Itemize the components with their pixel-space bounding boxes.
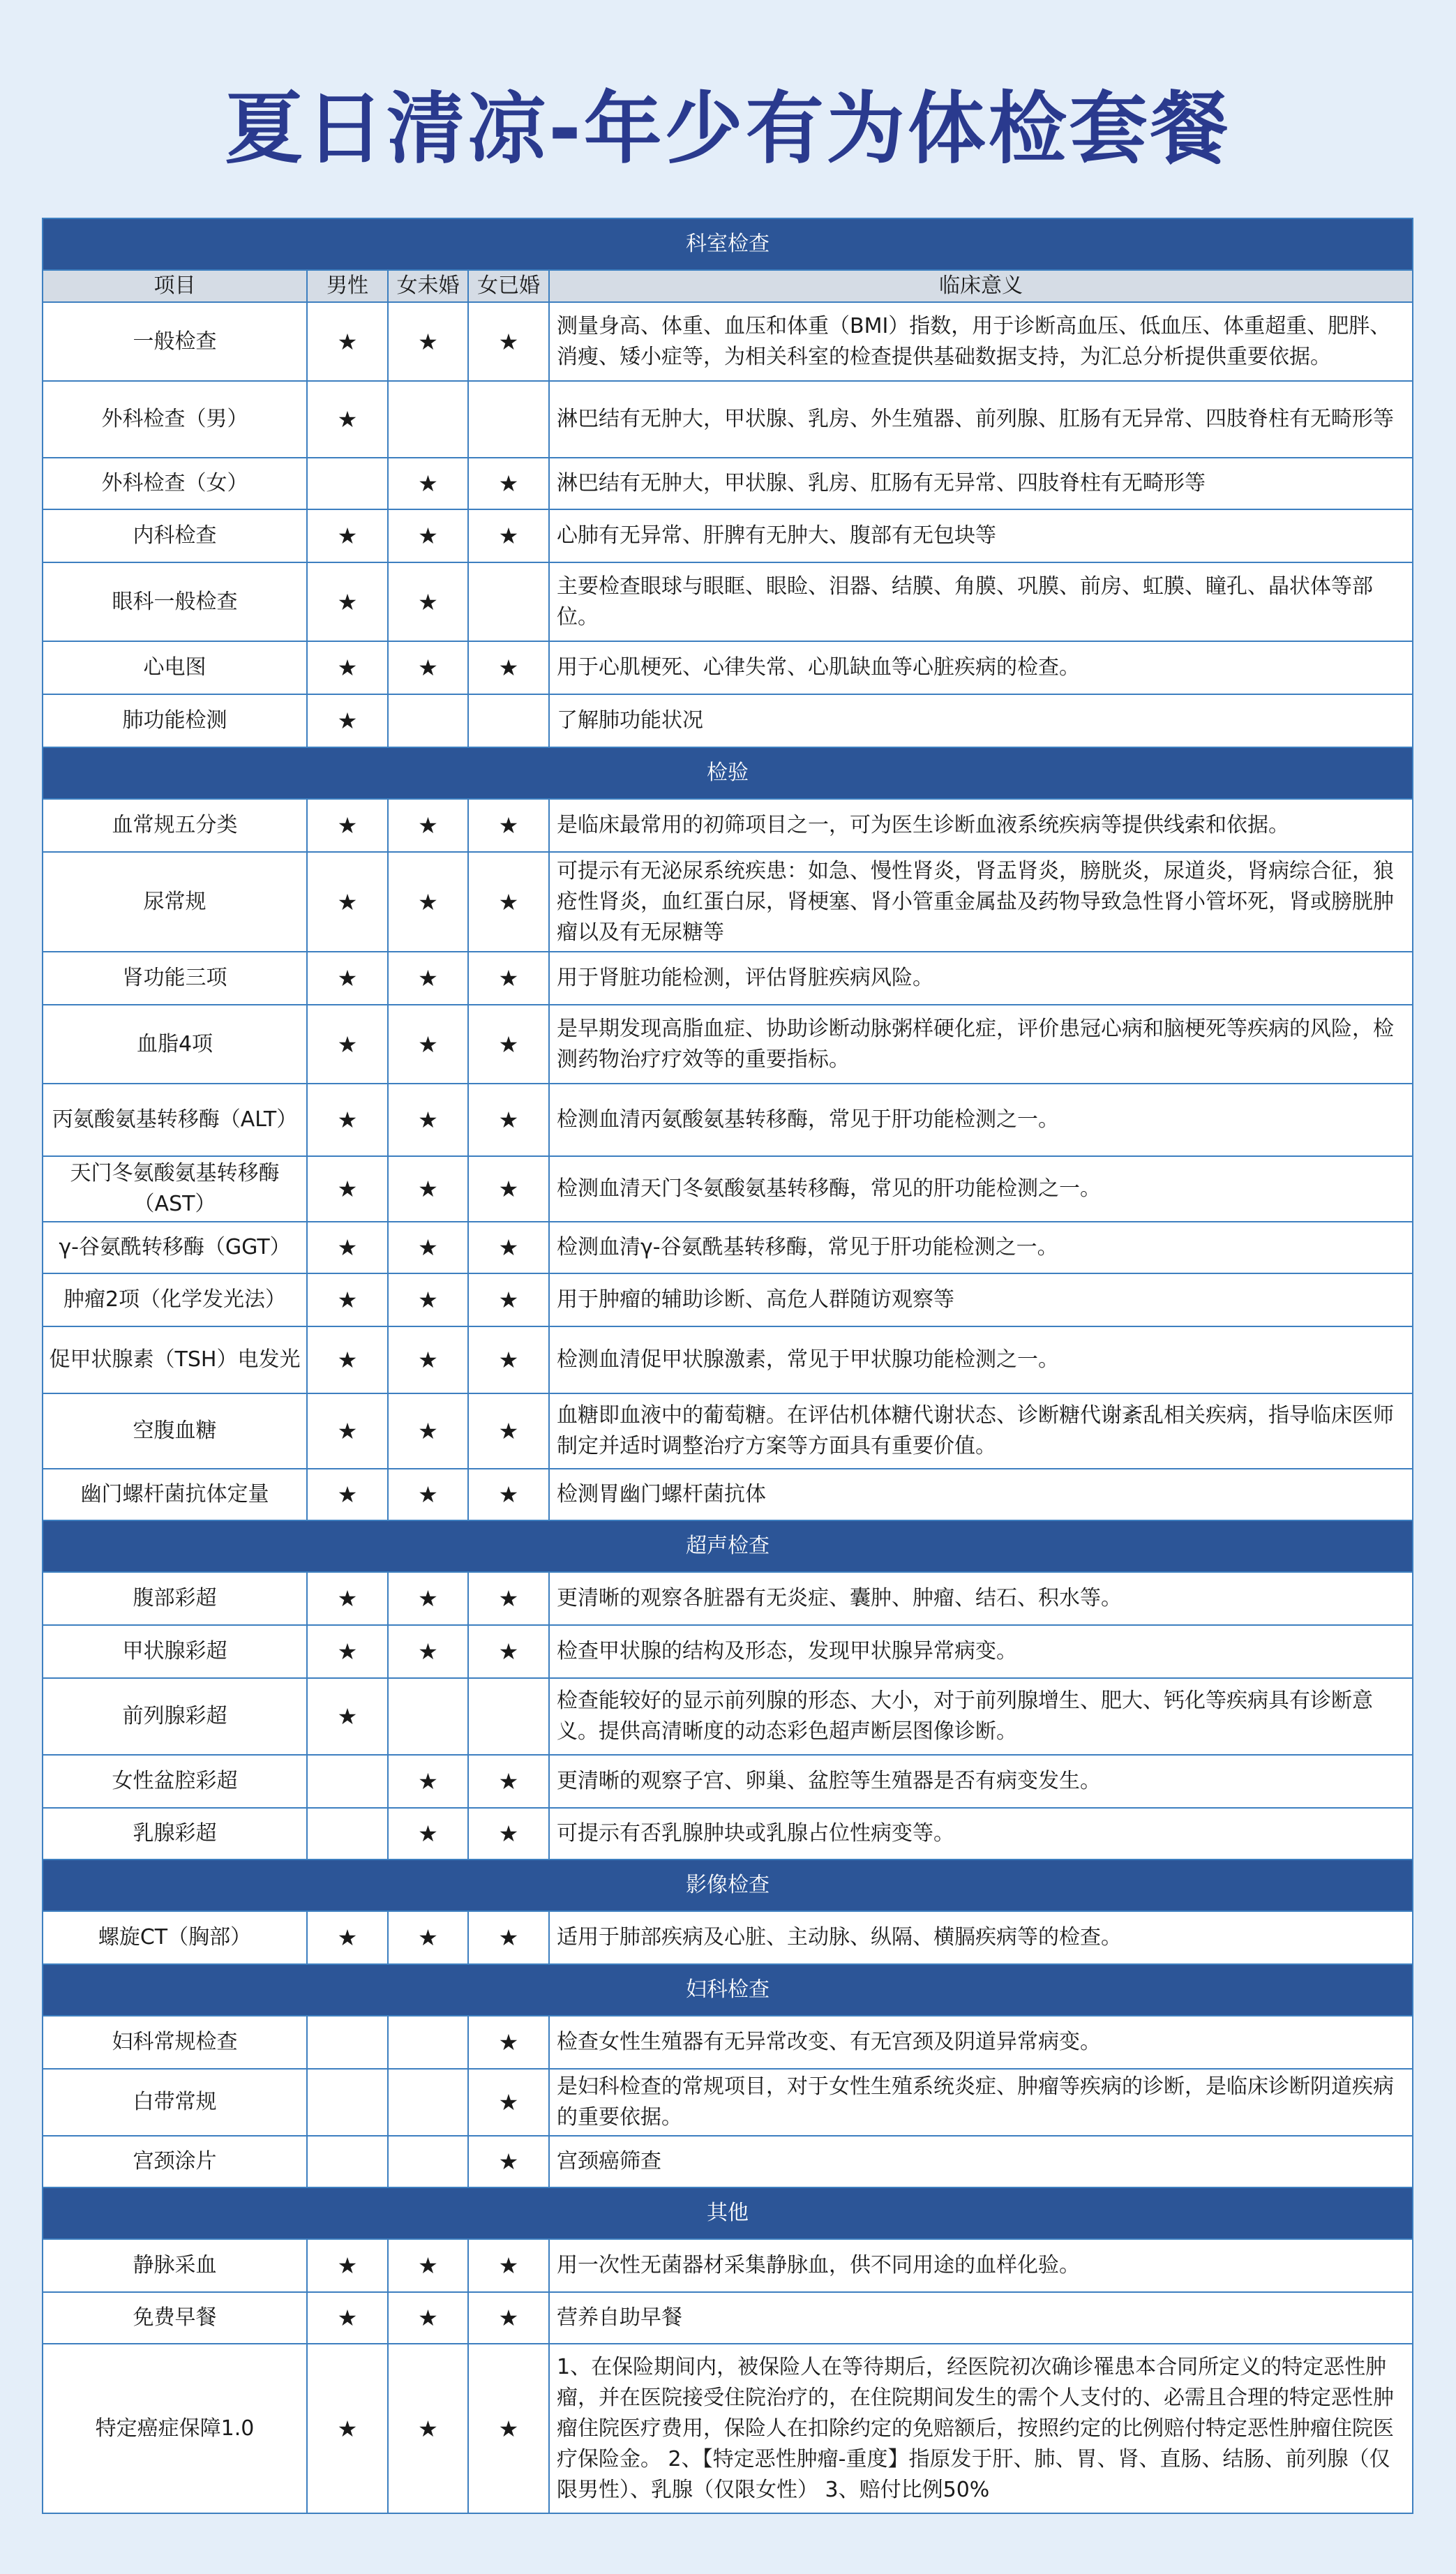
female-married-mark: ★ xyxy=(468,1273,549,1326)
item-name: 眼科一般检查 xyxy=(43,562,307,641)
table-row xyxy=(43,799,1413,852)
male-mark: ★ xyxy=(307,302,388,381)
male-mark: ★ xyxy=(307,1005,388,1084)
female-unmarried-mark: ★ xyxy=(388,562,468,641)
item-name: 内科检查 xyxy=(43,509,307,562)
male-mark: ★ xyxy=(307,1572,388,1625)
checkup-package-table xyxy=(42,218,1413,2514)
clinical-meaning: 是早期发现高脂血症、协助诊断动脉粥样硬化症，评价患冠心病和脑梗死等疾病的风险，检测药物治疗疗效等的重要指标。 xyxy=(549,1005,1413,1084)
female-unmarried-mark: ★ xyxy=(388,1273,468,1326)
table-row xyxy=(43,2344,1413,2513)
female-unmarried-mark: ★ xyxy=(388,302,468,381)
female-married-mark: ★ xyxy=(468,1572,549,1625)
male-mark: ★ xyxy=(307,2239,388,2292)
item-name: 肺功能检测 xyxy=(43,694,307,747)
table-row xyxy=(43,641,1413,694)
item-name: 乳腺彩超 xyxy=(43,1808,307,1860)
female-married-mark: ★ xyxy=(468,2292,549,2344)
clinical-meaning: 心肺有无异常、肝脾有无肿大、腹部有无包块等 xyxy=(549,509,1413,562)
male-mark: ★ xyxy=(307,1084,388,1156)
section-title: 其他 xyxy=(43,2187,1413,2239)
clinical-meaning: 主要检查眼球与眼眶、眼睑、泪器、结膜、角膜、巩膜、前房、虹膜、瞳孔、晶状体等部位。 xyxy=(549,562,1413,641)
female-unmarried-mark: ★ xyxy=(388,1572,468,1625)
section-title: 妇科检查 xyxy=(43,1964,1413,2016)
item-name: 促甲状腺素（TSH）电发光 xyxy=(43,1326,307,1393)
table-row xyxy=(43,302,1413,381)
item-name: 血常规五分类 xyxy=(43,799,307,852)
table-row xyxy=(43,509,1413,562)
female-unmarried-mark: ★ xyxy=(388,1326,468,1393)
female-married-mark: ★ xyxy=(468,458,549,509)
female-married-mark xyxy=(468,381,549,458)
female-unmarried-mark: ★ xyxy=(388,1911,468,1964)
clinical-meaning: 营养自助早餐 xyxy=(549,2292,1413,2344)
clinical-meaning: 检查甲状腺的结构及形态，发现甲状腺异常病变。 xyxy=(549,1625,1413,1678)
clinical-meaning: 检测血清天门冬氨酸氨基转移酶，常见的肝功能检测之一。 xyxy=(549,1156,1413,1222)
male-mark: ★ xyxy=(307,562,388,641)
clinical-meaning: 1、在保险期间内，被保险人在等待期后，经医院初次确诊罹患本合同所定义的特定恶性肿瘤，并在医院接受住院治疗的，在住院期间发生的需个人支付的、必需且合理的特定恶性肿瘤住院医疗费用，保险人在扣除约定的免赔额后，按照约定的比例赔付特定恶性肿瘤住院医疗保险金。 2、【特定恶性肿瘤-重度】指原发于肝、肺、胃、肾、直肠、结肠、前列腺（仅限男性）、乳腺（仅限女性） 3、赔付比例50% xyxy=(549,2344,1413,2513)
female-married-mark: ★ xyxy=(468,1005,549,1084)
clinical-meaning: 检测胃幽门螺杆菌抗体 xyxy=(549,1469,1413,1520)
table-row xyxy=(43,458,1413,509)
male-mark: ★ xyxy=(307,509,388,562)
female-married-mark: ★ xyxy=(468,2239,549,2292)
female-married-mark xyxy=(468,694,549,747)
item-name: 女性盆腔彩超 xyxy=(43,1755,307,1808)
female-unmarried-mark: ★ xyxy=(388,1393,468,1469)
section-header xyxy=(43,218,1413,270)
table-row xyxy=(43,1678,1413,1755)
item-name: 宫颈涂片 xyxy=(43,2136,307,2187)
table-row xyxy=(43,1808,1413,1860)
table-row xyxy=(43,2069,1413,2136)
section-header xyxy=(43,1964,1413,2016)
item-name: 静脉采血 xyxy=(43,2239,307,2292)
female-unmarried-mark: ★ xyxy=(388,458,468,509)
clinical-meaning: 用于心肌梗死、心律失常、心肌缺血等心脏疾病的检查。 xyxy=(549,641,1413,694)
male-mark: ★ xyxy=(307,1625,388,1678)
male-mark xyxy=(307,1755,388,1808)
female-married-mark: ★ xyxy=(468,1755,549,1808)
male-mark: ★ xyxy=(307,1393,388,1469)
section-title: 检验 xyxy=(43,747,1413,799)
table-row xyxy=(43,1755,1413,1808)
clinical-meaning: 用于肾脏功能检测，评估肾脏疾病风险。 xyxy=(549,952,1413,1005)
table-row xyxy=(43,2239,1413,2292)
table-row xyxy=(43,2292,1413,2344)
item-name: γ-谷氨酰转移酶（GGT） xyxy=(43,1222,307,1273)
clinical-meaning: 宫颈癌筛查 xyxy=(549,2136,1413,2187)
clinical-meaning: 检查能较好的显示前列腺的形态、大小，对于前列腺增生、肥大、钙化等疾病具有诊断意义。提供高清晰度的动态彩色超声断层图像诊断。 xyxy=(549,1678,1413,1755)
male-mark: ★ xyxy=(307,2292,388,2344)
male-mark xyxy=(307,2136,388,2187)
male-mark: ★ xyxy=(307,641,388,694)
male-mark: ★ xyxy=(307,799,388,852)
male-mark xyxy=(307,2016,388,2069)
section-header xyxy=(43,2187,1413,2239)
page-title: 夏日清凉-年少有为体检套餐 xyxy=(225,84,1231,174)
female-unmarried-mark xyxy=(388,1678,468,1755)
clinical-meaning: 用于肿瘤的辅助诊断、高危人群随访观察等 xyxy=(549,1273,1413,1326)
table-row xyxy=(43,562,1413,641)
male-mark: ★ xyxy=(307,1469,388,1520)
female-unmarried-mark xyxy=(388,381,468,458)
clinical-meaning: 可提示有否乳腺肿块或乳腺占位性病变等。 xyxy=(549,1808,1413,1860)
item-name: 外科检查（男） xyxy=(43,381,307,458)
female-married-mark: ★ xyxy=(468,641,549,694)
male-mark xyxy=(307,2069,388,2136)
item-name: 外科检查（女） xyxy=(43,458,307,509)
male-mark: ★ xyxy=(307,2344,388,2513)
table-row xyxy=(43,1911,1413,1964)
male-mark: ★ xyxy=(307,1326,388,1393)
male-mark: ★ xyxy=(307,694,388,747)
male-mark: ★ xyxy=(307,852,388,952)
section-header xyxy=(43,1520,1413,1572)
column-header-meaning: 临床意义 xyxy=(549,270,1413,302)
female-unmarried-mark: ★ xyxy=(388,1755,468,1808)
table-row xyxy=(43,1084,1413,1156)
female-unmarried-mark: ★ xyxy=(388,799,468,852)
female-married-mark xyxy=(468,1678,549,1755)
column-header-female-married: 女已婚 xyxy=(468,270,549,302)
female-married-mark: ★ xyxy=(468,1393,549,1469)
clinical-meaning: 检测血清促甲状腺激素，常见于甲状腺功能检测之一。 xyxy=(549,1326,1413,1393)
item-name: 甲状腺彩超 xyxy=(43,1625,307,1678)
clinical-meaning: 检测血清丙氨酸氨基转移酶，常见于肝功能检测之一。 xyxy=(549,1084,1413,1156)
table-row xyxy=(43,952,1413,1005)
clinical-meaning: 是妇科检查的常规项目，对于女性生殖系统炎症、肿瘤等疾病的诊断，是临床诊断阴道疾病的重要依据。 xyxy=(549,2069,1413,2136)
table-row xyxy=(43,2136,1413,2187)
table-row xyxy=(43,1469,1413,1520)
male-mark: ★ xyxy=(307,381,388,458)
table-row xyxy=(43,1222,1413,1273)
item-name: 幽门螺杆菌抗体定量 xyxy=(43,1469,307,1520)
item-name: 腹部彩超 xyxy=(43,1572,307,1625)
clinical-meaning: 更清晰的观察子宫、卵巢、盆腔等生殖器是否有病变发生。 xyxy=(549,1755,1413,1808)
clinical-meaning: 适用于肺部疾病及心脏、主动脉、纵隔、横膈疾病等的检查。 xyxy=(549,1911,1413,1964)
female-married-mark: ★ xyxy=(468,1625,549,1678)
item-name: 妇科常规检查 xyxy=(43,2016,307,2069)
female-unmarried-mark: ★ xyxy=(388,2239,468,2292)
female-married-mark: ★ xyxy=(468,2016,549,2069)
female-unmarried-mark: ★ xyxy=(388,1084,468,1156)
female-unmarried-mark: ★ xyxy=(388,1005,468,1084)
item-name: 尿常规 xyxy=(43,852,307,952)
column-header-male: 男性 xyxy=(307,270,388,302)
male-mark: ★ xyxy=(307,1911,388,1964)
item-name: 丙氨酸氨基转移酶（ALT） xyxy=(43,1084,307,1156)
item-name: 天门冬氨酸氨基转移酶（AST） xyxy=(43,1156,307,1222)
clinical-meaning: 血糖即血液中的葡萄糖。在评估机体糖代谢状态、诊断糖代谢紊乱相关疾病，指导临床医师制定并适时调整治疗方案等方面具有重要价值。 xyxy=(549,1393,1413,1469)
table-row xyxy=(43,1572,1413,1625)
male-mark: ★ xyxy=(307,1156,388,1222)
female-married-mark: ★ xyxy=(468,1469,549,1520)
item-name: 心电图 xyxy=(43,641,307,694)
female-married-mark: ★ xyxy=(468,1222,549,1273)
female-unmarried-mark: ★ xyxy=(388,952,468,1005)
female-married-mark: ★ xyxy=(468,952,549,1005)
female-married-mark: ★ xyxy=(468,1326,549,1393)
female-unmarried-mark: ★ xyxy=(388,852,468,952)
item-name: 白带常规 xyxy=(43,2069,307,2136)
male-mark: ★ xyxy=(307,1678,388,1755)
section-header xyxy=(43,1860,1413,1911)
female-married-mark: ★ xyxy=(468,2136,549,2187)
female-unmarried-mark: ★ xyxy=(388,1222,468,1273)
table-row xyxy=(43,852,1413,952)
item-name: 前列腺彩超 xyxy=(43,1678,307,1755)
table-row xyxy=(43,694,1413,747)
item-name: 肾功能三项 xyxy=(43,952,307,1005)
female-unmarried-mark: ★ xyxy=(388,1808,468,1860)
female-married-mark: ★ xyxy=(468,302,549,381)
female-unmarried-mark xyxy=(388,694,468,747)
female-married-mark: ★ xyxy=(468,2344,549,2513)
column-header-row xyxy=(43,270,1413,302)
clinical-meaning: 更清晰的观察各脏器有无炎症、囊肿、肿瘤、结石、积水等。 xyxy=(549,1572,1413,1625)
female-married-mark: ★ xyxy=(468,1156,549,1222)
column-header-female-unmarried: 女未婚 xyxy=(388,270,468,302)
item-name: 特定癌症保障1.0 xyxy=(43,2344,307,2513)
clinical-meaning: 淋巴结有无肿大，甲状腺、乳房、外生殖器、前列腺、肛肠有无异常、四肢脊柱有无畸形等 xyxy=(549,381,1413,458)
female-married-mark: ★ xyxy=(468,1808,549,1860)
female-unmarried-mark xyxy=(388,2136,468,2187)
male-mark: ★ xyxy=(307,952,388,1005)
table-row xyxy=(43,1273,1413,1326)
item-name: 空腹血糖 xyxy=(43,1393,307,1469)
female-unmarried-mark: ★ xyxy=(388,641,468,694)
male-mark xyxy=(307,1808,388,1860)
item-name: 一般检查 xyxy=(43,302,307,381)
female-married-mark: ★ xyxy=(468,1911,549,1964)
female-unmarried-mark: ★ xyxy=(388,509,468,562)
section-header xyxy=(43,747,1413,799)
clinical-meaning: 是临床最常用的初筛项目之一，可为医生诊断血液系统疾病等提供线索和依据。 xyxy=(549,799,1413,852)
section-title: 科室检查 xyxy=(43,218,1413,270)
female-unmarried-mark xyxy=(388,2069,468,2136)
clinical-meaning: 检查女性生殖器有无异常改变、有无宫颈及阴道异常病变。 xyxy=(549,2016,1413,2069)
table-row xyxy=(43,1393,1413,1469)
female-married-mark xyxy=(468,562,549,641)
female-unmarried-mark: ★ xyxy=(388,1625,468,1678)
clinical-meaning: 用一次性无菌器材采集静脉血，供不同用途的血样化验。 xyxy=(549,2239,1413,2292)
clinical-meaning: 测量身高、体重、血压和体重（BMI）指数，用于诊断高血压、低血压、体重超重、肥胖、消瘦、矮小症等，为相关科室的检查提供基础数据支持，为汇总分析提供重要依据。 xyxy=(549,302,1413,381)
section-title: 影像检查 xyxy=(43,1860,1413,1911)
item-name: 肿瘤2项（化学发光法） xyxy=(43,1273,307,1326)
clinical-meaning: 可提示有无泌尿系统疾患：如急、慢性肾炎，肾盂肾炎，膀胱炎，尿道炎，肾病综合征，狼疮性肾炎，血红蛋白尿，肾梗塞、肾小管重金属盐及药物导致急性肾小管坏死，肾或膀胱肿瘤以及有无尿糖等 xyxy=(549,852,1413,952)
clinical-meaning: 了解肺功能状况 xyxy=(549,694,1413,747)
female-married-mark: ★ xyxy=(468,1084,549,1156)
female-unmarried-mark: ★ xyxy=(388,2292,468,2344)
clinical-meaning: 检测血清γ-谷氨酰基转移酶，常见于肝功能检测之一。 xyxy=(549,1222,1413,1273)
clinical-meaning: 淋巴结有无肿大，甲状腺、乳房、肛肠有无异常、四肢脊柱有无畸形等 xyxy=(549,458,1413,509)
table-row xyxy=(43,1625,1413,1678)
female-unmarried-mark: ★ xyxy=(388,1156,468,1222)
female-unmarried-mark: ★ xyxy=(388,1469,468,1520)
male-mark: ★ xyxy=(307,1222,388,1273)
female-married-mark: ★ xyxy=(468,2069,549,2136)
item-name: 血脂4项 xyxy=(43,1005,307,1084)
section-title: 超声检查 xyxy=(43,1520,1413,1572)
table-row xyxy=(43,1326,1413,1393)
male-mark xyxy=(307,458,388,509)
table-row xyxy=(43,2016,1413,2069)
female-married-mark: ★ xyxy=(468,799,549,852)
female-unmarried-mark xyxy=(388,2016,468,2069)
female-married-mark: ★ xyxy=(468,509,549,562)
item-name: 螺旋CT（胸部） xyxy=(43,1911,307,1964)
table-row xyxy=(43,1156,1413,1222)
table-row xyxy=(43,381,1413,458)
table-row xyxy=(43,1005,1413,1084)
female-unmarried-mark: ★ xyxy=(388,2344,468,2513)
item-name: 免费早餐 xyxy=(43,2292,307,2344)
male-mark: ★ xyxy=(307,1273,388,1326)
female-married-mark: ★ xyxy=(468,852,549,952)
column-header-item: 项目 xyxy=(43,270,307,302)
